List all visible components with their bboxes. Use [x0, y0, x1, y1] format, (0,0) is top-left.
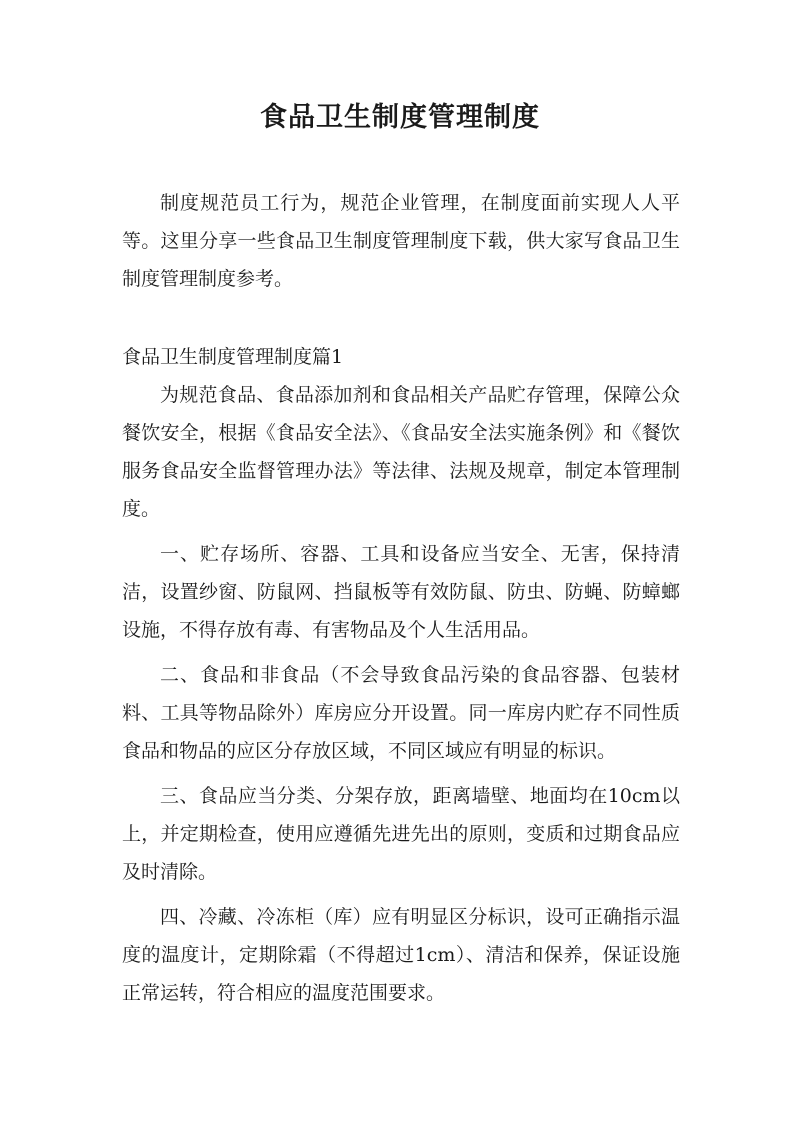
- section-heading: 食品卫生制度管理制度篇1: [122, 346, 344, 368]
- body-paragraph: 为规范食品、食品添加剂和食品相关产品贮存管理，保障公众餐饮安全，根据《食品安全法》、《食品安全法实施条例》和《餐饮服务食品安全监督管理办法》等法律、法规及规章，制定本管理制度。: [122, 384, 680, 520]
- body-paragraph: 二、食品和非食品（不会导致食品污染的食品容器、包装材料、工具等物品除外）库房应分开设置。同一库房内贮存不同性质食品和物品的应区分存放区域，不同区域应有明显的标识。: [122, 664, 680, 762]
- body-paragraph: 一、贮存场所、容器、工具和设备应当安全、无害，保持清洁，设置纱窗、防鼠网、挡鼠板等有效防鼠、防虫、防蝇、防蟑螂设施，不得存放有毒、有害物品及个人生活用品。: [122, 543, 680, 641]
- body-paragraph: 三、食品应当分类、分架存放，距离墙壁、地面均在10cm以上，并定期检查，使用应遵循先进先出的原则，变质和过期食品应及时清除。: [122, 785, 680, 883]
- document-title: 食品卫生制度管理制度: [260, 102, 540, 133]
- section-body: [122, 376, 680, 1019]
- intro-paragraph: 制度规范员工行为，规范企业管理，在制度面前实现人人平等。这里分享一些食品卫生制度管理制度下载，供大家写食品卫生制度管理制度参考。: [122, 192, 680, 290]
- body-paragraph: 四、冷藏、冷冻柜（库）应有明显区分标识，设可正确指示温度的温度计，定期除霜（不得超过1cm）、清洁和保养，保证设施正常运转，符合相应的温度范围要求。: [122, 906, 680, 1004]
